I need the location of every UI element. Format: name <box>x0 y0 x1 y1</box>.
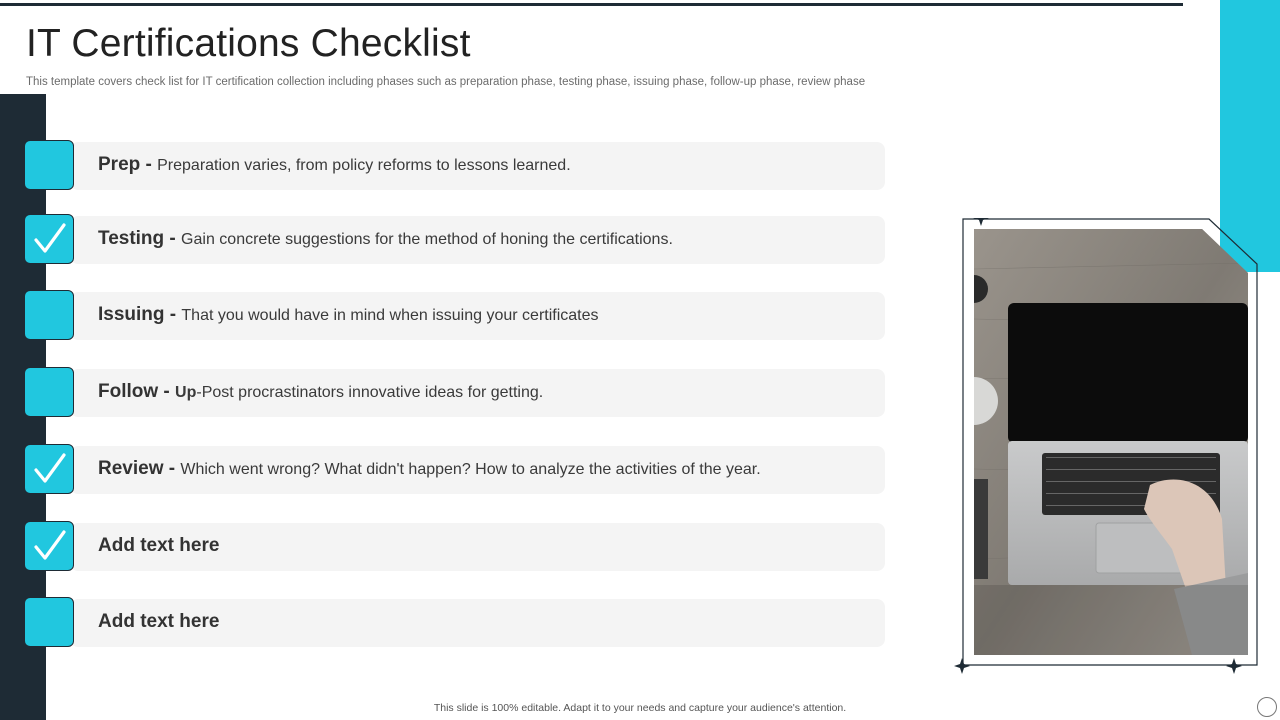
item-text <box>98 611 219 633</box>
page-subtitle: This template covers check list for IT certification collection including phases such as preparation phase, testing phase, issuing phase, follow-up phase, review phase <box>26 76 866 88</box>
checklist-item-follow-up <box>24 367 862 420</box>
checkbox-icon[interactable] <box>24 214 74 264</box>
item-description: That you would have in mind when issuing your certificates <box>181 307 599 324</box>
checkmark-icon <box>30 220 68 258</box>
item-text <box>98 381 543 403</box>
item-emphasis: Up <box>175 384 197 401</box>
checkmark-icon <box>30 450 68 488</box>
checkbox-icon[interactable] <box>24 290 74 340</box>
checklist-item-placeholder-1 <box>24 521 862 574</box>
circle-icon <box>1257 697 1277 717</box>
item-heading: Prep - <box>98 154 158 175</box>
sparkle-icon <box>952 656 972 676</box>
checkmark-icon <box>30 527 68 565</box>
item-description: Gain concrete suggestions for the method of honing the certifications. <box>181 231 673 248</box>
checklist-item-prep <box>24 140 862 193</box>
item-text <box>98 535 219 557</box>
item-text <box>98 228 673 250</box>
sparkle-icon <box>1224 656 1244 676</box>
checklist-item-testing <box>24 214 862 267</box>
item-description: -Post procrastinators innovative ideas for getting. <box>196 384 544 401</box>
item-heading: Issuing - <box>98 304 182 325</box>
item-text <box>98 458 761 480</box>
item-heading: Add text here <box>98 611 220 632</box>
laptop-photo <box>974 229 1248 655</box>
checkbox-icon[interactable] <box>24 140 74 190</box>
item-text <box>98 154 571 176</box>
checkbox-icon[interactable] <box>24 444 74 494</box>
item-description: Which went wrong? What didn't happen? How to analyze the activities of the year. <box>180 461 761 478</box>
item-text <box>98 304 599 326</box>
item-heading: Add text here <box>98 535 220 556</box>
page-title: IT Certifications Checklist <box>26 22 471 65</box>
checkbox-icon[interactable] <box>24 521 74 571</box>
checkbox-icon[interactable] <box>24 367 74 417</box>
item-heading: Review - <box>98 458 181 479</box>
footer-note: This slide is 100% editable. Adapt it to your needs and capture your audience's attention. <box>433 702 847 714</box>
checkbox-icon[interactable] <box>24 597 74 647</box>
checklist-item-placeholder-2 <box>24 597 862 650</box>
top-rule <box>0 3 1183 6</box>
item-description: Preparation varies, from policy reforms to lessons learned. <box>157 157 571 174</box>
item-heading: Follow - <box>98 381 176 402</box>
item-heading: Testing - <box>98 228 182 249</box>
checklist-item-review <box>24 444 862 497</box>
checklist-item-issuing <box>24 290 862 343</box>
